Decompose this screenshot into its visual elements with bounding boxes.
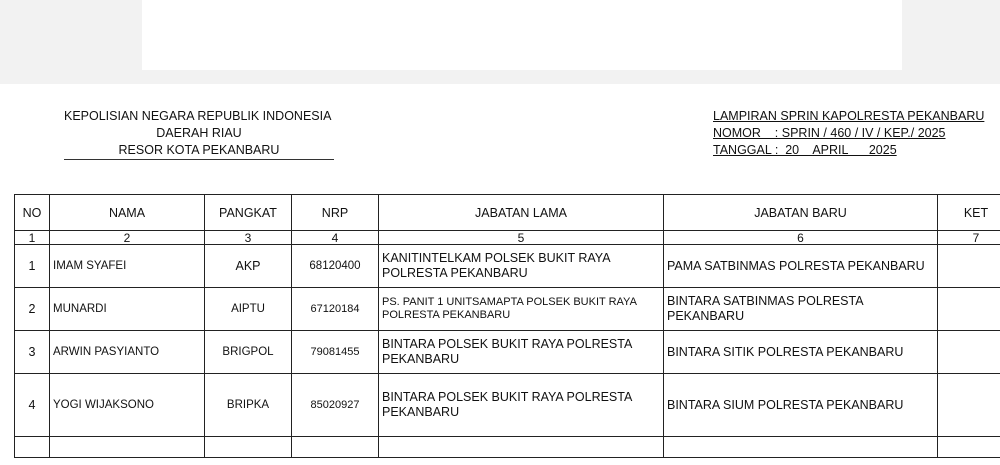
row-cell [205,437,292,458]
table-row [15,331,1000,374]
row-nama: IMAM SYAFEI [50,245,205,288]
col-header-jabatan-lama: JABATAN LAMA [379,195,664,231]
row-cell [15,437,50,458]
personnel-table [14,194,1000,458]
table-row [15,245,1000,288]
row-nama: ARWIN PASYIANTO [50,331,205,374]
row-ket [938,288,1000,331]
col-header-pangkat: PANGKAT [205,195,292,231]
col-header-nrp: NRP [292,195,379,231]
row-no: 4 [15,374,50,437]
row-pangkat: AKP [205,245,292,288]
agency-header [64,108,334,160]
row-nama: MUNARDI [50,288,205,331]
agency-line-1: KEPOLISIAN NEGARA REPUBLIK INDONESIA [64,109,332,123]
col-number: 7 [938,231,1000,245]
row-nrp: 68120400 [292,245,379,288]
row-pangkat: BRIPKA [205,374,292,437]
row-cell [379,437,664,458]
agency-line-3: RESOR KOTA PEKANBARU [64,142,334,160]
attachment-title: LAMPIRAN SPRIN KAPOLRESTA PEKANBARU [713,109,985,123]
row-no: 3 [15,331,50,374]
row-jabatan-baru: BINTARA SATBINMAS POLRESTA PEKANBARU [664,288,938,331]
col-number: 6 [664,231,938,245]
agency-line-2: DAERAH RIAU [156,126,242,140]
row-ket [938,331,1000,374]
top-blank-card [142,0,902,70]
attachment-number: NOMOR : SPRIN / 460 / IV / KEP./ 2025 [713,126,946,140]
row-no: 2 [15,288,50,331]
col-number: 5 [379,231,664,245]
col-number: 1 [15,231,50,245]
row-jabatan-baru: PAMA SATBINMAS POLRESTA PEKANBARU [664,245,938,288]
col-number: 3 [205,231,292,245]
row-cell [664,437,938,458]
row-jabatan-lama: KANITINTELKAM POLSEK BUKIT RAYA POLRESTA PEKANBARU [379,245,664,288]
col-number: 2 [50,231,205,245]
col-number: 4 [292,231,379,245]
row-jabatan-baru: BINTARA SIUM POLRESTA PEKANBARU [664,374,938,437]
row-no: 1 [15,245,50,288]
row-nrp: 79081455 [292,331,379,374]
row-jabatan-lama: BINTARA POLSEK BUKIT RAYA POLRESTA PEKANBARU [379,374,664,437]
col-header-jabatan-baru: JABATAN BARU [664,195,938,231]
row-cell [292,437,379,458]
column-number-row [15,231,1000,245]
col-header-ket: KET [938,195,1000,231]
row-nrp: 67120184 [292,288,379,331]
table-row-partial [15,437,1000,458]
table-row [15,374,1000,437]
row-jabatan-lama: PS. PANIT 1 UNITSAMAPTA POLSEK BUKIT RAYA POLRESTA PEKANBARU [379,288,664,331]
row-jabatan-baru: BINTARA SITIK POLRESTA PEKANBARU [664,331,938,374]
col-header-nama: NAMA [50,195,205,231]
row-cell [938,437,1000,458]
row-ket [938,374,1000,437]
table-row [15,288,1000,331]
row-jabatan-lama: BINTARA POLSEK BUKIT RAYA POLRESTA PEKANBARU [379,331,664,374]
attachment-date: TANGGAL : 20 APRIL 2025 [713,143,897,157]
table-header-row [15,195,1000,231]
row-nrp: 85020927 [292,374,379,437]
row-pangkat: BRIGPOL [205,331,292,374]
row-cell [50,437,205,458]
row-pangkat: AIPTU [205,288,292,331]
row-ket [938,245,1000,288]
attachment-header [713,108,984,159]
col-header-no: NO [15,195,50,231]
row-nama: YOGI WIJAKSONO [50,374,205,437]
